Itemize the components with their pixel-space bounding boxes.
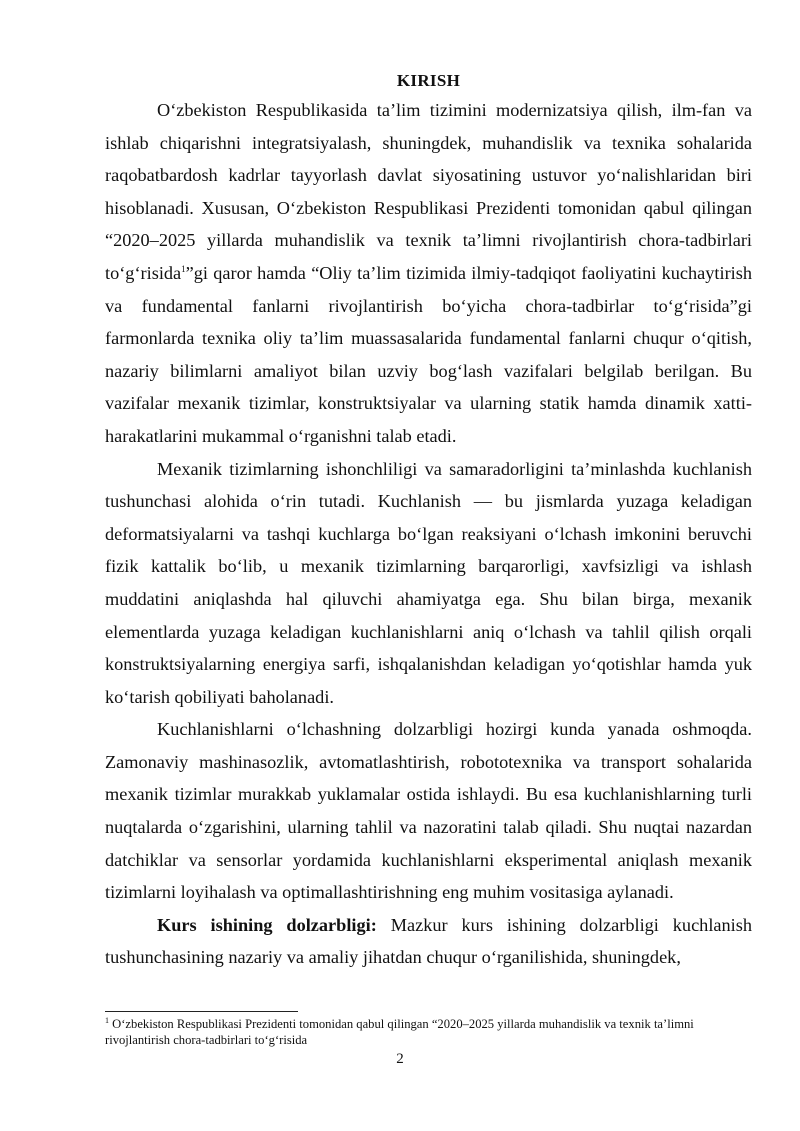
footnote-text: O‘zbekiston Respublikasi Prezidenti tomonidan qabul qilingan “2020–2025 yillarda muhandislik va texnik ta’limni rivojlantirish chora-tadbirlari to‘g‘risida: [105, 1017, 694, 1047]
paragraph-4-text: Mazkur kurs ishining dolzarbligi kuchlanish tushunchasining nazariy va amaliy jihatdan chuqur o‘rganilishida, shuningdek,: [105, 914, 752, 968]
footnote-reference[interactable]: 1: [181, 263, 186, 274]
paragraph-1-text-a: O‘zbekiston Respublikasida ta’lim tizimini modernizatsiya qilish, ilm-fan va ishlab chiqarishni integratsiyalash, shuningdek, muhandislik va texnika sohalarida raqobatbardosh kadrlar tayyorlash davlat siyosatining ustuvor yo‘nalishlaridan biri hisoblanadi. Xususan, O‘zbekiston Respublikasi Prezidenti tomonidan qabul qilingan “2020–2025 yillarda muhandislik va texnik ta’limni rivojlantirish chora-tadbirlari to‘g‘risida: [105, 100, 752, 283]
paragraph-3: Kuchlanishlarni o‘lchashning dolzarbligi hozirgi kunda yanada oshmoqda. Zamonaviy mashinasozlik, avtomatlashtirish, robototexnika va transport sohalarida mexanik tizimlar murakkab yuklamalar ostida ishlaydi. Bu esa kuchlanishlarning turli nuqtalarda o‘zgarishini, ularning tahlil va nazoratini talab qiladi. Shu nuqtai nazardan datchiklar va sensorlar yordamida kuchlanishlarni eksperimental aniqlash mexanik tizimlarni loyihalash va optimallashtirishning eng muhim vositasiga aylanadi.: [105, 719, 752, 903]
main-text: [105, 68, 752, 974]
paragraph-1: [105, 94, 752, 453]
paragraph-4: [105, 909, 752, 974]
paragraph-2: Mexanik tizimlarning ishonchliligi va samaradorligini ta’minlashda kuchlanish tushunchasi alohida o‘rin tutadi. Kuchlanish — bu jismlarda yuzaga keladigan deformatsiyalarni va tashqi kuchlarga bo‘lgan reaksiyani o‘lchash imkonini beruvchi fizik kattalik bo‘lib, u mexanik tizimlarning barqarorligi, xavfsizligi va ishlash muddatini aniqlashda hal qiluvchi ahamiyatga ega. Shu bilan birga, mexanik elementlarda yuzaga keladigan kuchlanishlarni aniq o‘lchash va tahlil qilish orqali konstruktsiyalarning energiya sarfi, ishqalanishdan keladigan yo‘qotishlar hamda yuk ko‘tarish qobiliyati baholanadi.: [105, 458, 752, 707]
footnote-mark: 1: [105, 1015, 109, 1025]
footnote: [105, 1016, 752, 1048]
section-heading: KIRISH: [396, 71, 461, 90]
paragraph-1-text-b: ”gi qaror hamda “Oliy ta’lim tizimida ilmiy-tadqiqot faoliyatini kuchaytirish va fundamental fanlarni rivojlantirish bo‘yicha chora-tadbirlar to‘g‘risida”gi farmonlarda texnika oliy ta’lim muassasalarida fundamental fanlarni chuqur o‘qitish, nazariy bilimlarni amaliyot bilan uzviy bog‘lash vazifalari belgilab berilgan. Bu vazifalar mexanik tizimlar, konstruktsiyalar va ularning statik hamda dinamik xatti-harakatlarini mukammal o‘rganishni talab etadi.: [105, 262, 752, 446]
relevance-lead: Kurs ishining dolzarbligi:: [157, 914, 377, 935]
page-number: 2: [396, 1051, 404, 1067]
footnote-separator: [105, 1011, 298, 1012]
